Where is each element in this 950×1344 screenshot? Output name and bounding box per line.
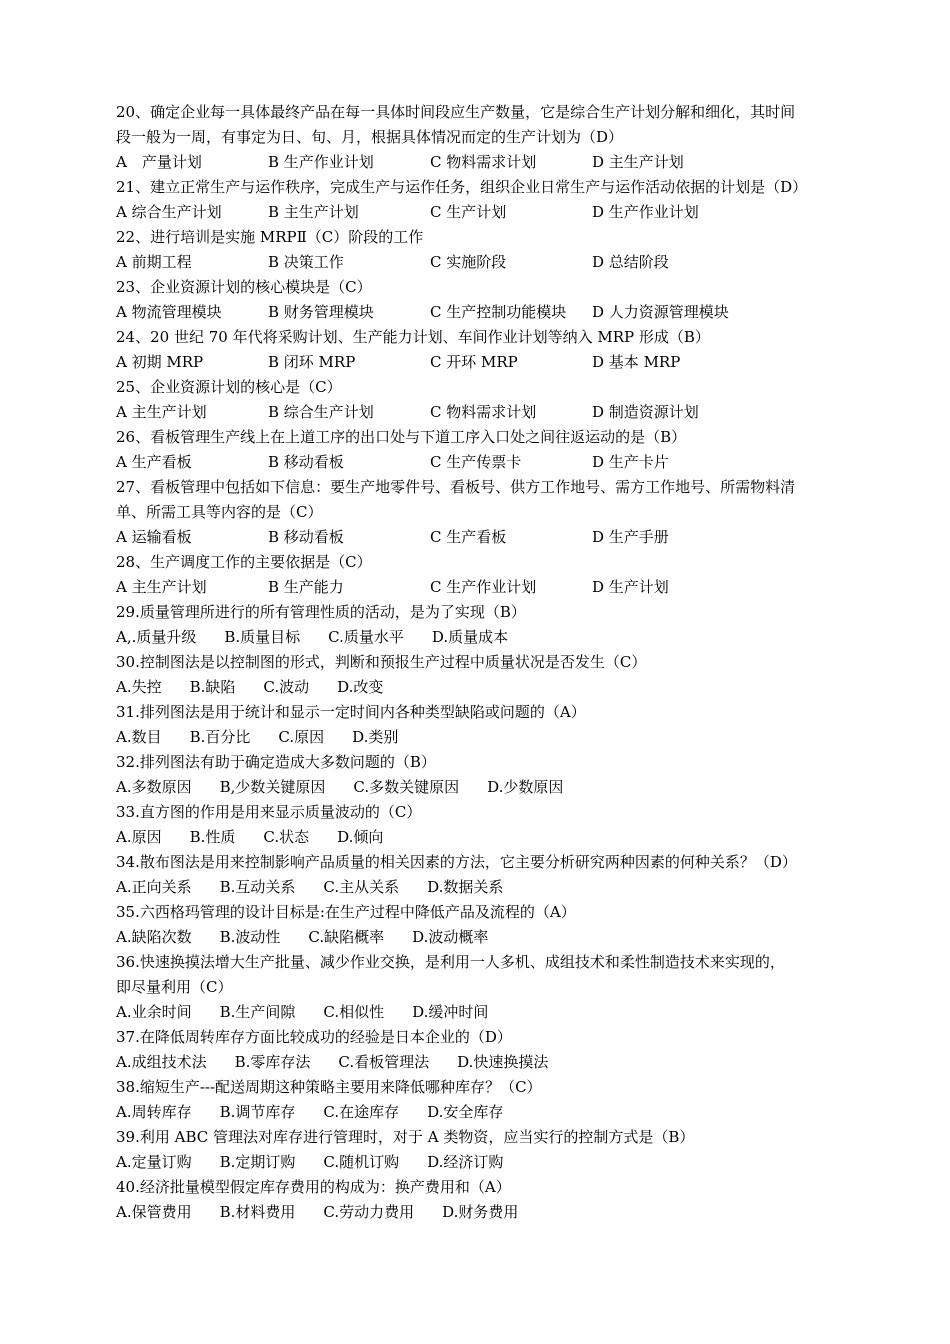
answer-option: B 决策工作 — [268, 253, 344, 271]
question-block — [116, 850, 866, 900]
answer-options — [116, 200, 866, 225]
answer-option: C 生产控制功能模块 — [430, 303, 567, 321]
answer-option: A.数目 — [116, 728, 162, 746]
answer-option: D 基本 MRP — [592, 353, 681, 371]
answer-options — [116, 1000, 866, 1025]
answer-option: B 综合生产计划 — [268, 403, 374, 421]
answer-options — [116, 300, 866, 325]
answer-options — [116, 1200, 866, 1225]
question-text: 26、看板管理生产线上在上道工序的出口处与下道工序入口处之间往返运动的是（B） — [116, 428, 687, 446]
question-block — [116, 375, 866, 425]
answer-option: A.成组技术法 — [116, 1053, 207, 1071]
answer-option: B.调节库存 — [219, 1103, 296, 1121]
answer-options — [116, 775, 866, 800]
question-block — [116, 225, 866, 275]
answer-option: B 财务管理模块 — [268, 303, 374, 321]
question-text: 20、确定企业每一具体最终产品在每一具体时间段应生产数量，它是综合生产计划分解和细化，其时间 — [116, 103, 796, 121]
answer-options — [116, 250, 866, 275]
answer-option: C 物料需求计划 — [430, 403, 537, 421]
answer-option: A,.质量升级 — [116, 628, 197, 646]
question-text: 22、进行培训是实施 MRPⅡ（C）阶段的工作 — [116, 228, 424, 246]
answer-option: A 物流管理模块 — [116, 303, 222, 321]
answer-options — [116, 925, 866, 950]
answer-options — [116, 825, 866, 850]
question-block — [116, 800, 866, 850]
answer-option: C 物料需求计划 — [430, 153, 537, 171]
answer-option: B.性质 — [189, 828, 236, 846]
answer-options — [116, 150, 866, 175]
answer-option: B.生产间隙 — [219, 1003, 296, 1021]
answer-option: B 移动看板 — [268, 453, 344, 471]
answer-option: B 主生产计划 — [268, 203, 359, 221]
answer-options — [116, 1050, 866, 1075]
answer-option: A.保管费用 — [116, 1203, 192, 1221]
answer-option: B.定期订购 — [219, 1153, 296, 1171]
answer-options — [116, 1100, 866, 1125]
question-text: 31.排列图法是用于统计和显示一定时间内各种类型缺陷或问题的（A） — [116, 703, 586, 721]
question-block — [116, 1125, 866, 1175]
answer-option: D 人力资源管理模块 — [592, 303, 729, 321]
question-text: 即尽量利用（C） — [116, 978, 233, 996]
answer-option: C 生产看板 — [430, 528, 507, 546]
question-text: 36.快速换摸法增大生产批量、减少作业交换，是利用一人多机、成组技术和柔性制造技术来实现的， — [116, 953, 785, 971]
question-block — [116, 550, 866, 600]
answer-option: D.改变 — [337, 678, 384, 696]
question-block — [116, 900, 866, 950]
answer-option: C.看板管理法 — [338, 1053, 430, 1071]
answer-option: A 主生产计划 — [116, 403, 207, 421]
question-text: 27、看板管理中包括如下信息：要生产地零件号、看板号、供方工作地号、需方工作地号、所需物料清 — [116, 478, 796, 496]
answer-option: D 生产计划 — [592, 578, 669, 596]
answer-option: D.波动概率 — [412, 928, 489, 946]
question-block — [116, 275, 866, 325]
answer-option: D.缓冲时间 — [412, 1003, 489, 1021]
answer-option: D 主生产计划 — [592, 153, 684, 171]
question-text: 24、20 世纪 70 年代将采购计划、生产能力计划、车间作业计划等纳入 MRP 形成（B） — [116, 328, 710, 346]
answer-option: A 运输看板 — [116, 528, 192, 546]
answer-option: A 产量计划 — [116, 153, 202, 171]
question-block — [116, 425, 866, 475]
question-text: 23、企业资源计划的核心模块是（C） — [116, 278, 372, 296]
answer-option: D.质量成本 — [431, 628, 509, 646]
answer-options — [116, 350, 866, 375]
question-text: 21、建立正常生产与运作秩序，完成生产与运作任务，组织企业日常生产与运作活动依据的计划是（D） — [116, 178, 808, 196]
question-text: 38.缩短生产---配送周期这种策略主要用来降低哪种库存？（C） — [116, 1078, 542, 1096]
answer-option: A.业余时间 — [116, 1003, 192, 1021]
question-block — [116, 1075, 866, 1125]
question-text: 29.质量管理所进行的所有管理性质的活动，是为了实现（B） — [116, 603, 526, 621]
answer-option: D.安全库存 — [427, 1103, 504, 1121]
answer-option: B 生产能力 — [268, 578, 344, 596]
answer-option: A 前期工程 — [116, 253, 192, 271]
question-text: 段一般为一周，有事定为日、旬、月，根据具体情况而定的生产计划为（D） — [116, 128, 624, 146]
answer-option: C 实施阶段 — [430, 253, 507, 271]
question-text: 39.利用 ABC 管理法对库存进行管理时，对于 A 类物资，应当实行的控制方式是（B） — [116, 1128, 695, 1146]
question-text: 32.排列图法有助于确定造成大多数问题的（B） — [116, 753, 436, 771]
answer-option: C.质量水平 — [328, 628, 404, 646]
question-list — [116, 100, 866, 1225]
answer-option: C.状态 — [263, 828, 310, 846]
answer-option: C.相似性 — [323, 1003, 385, 1021]
answer-option: A.周转库存 — [116, 1103, 192, 1121]
question-block — [116, 325, 866, 375]
answer-option: A.多数原因 — [116, 778, 192, 796]
answer-option: B.零库存法 — [234, 1053, 311, 1071]
question-block — [116, 750, 866, 800]
answer-option: C 生产计划 — [430, 203, 507, 221]
answer-option: A.原因 — [116, 828, 162, 846]
question-text: 37.在降低周转库存方面比较成功的经验是日本企业的（D） — [116, 1028, 512, 1046]
answer-option: D.少数原因 — [487, 778, 564, 796]
answer-option: C 生产传票卡 — [430, 453, 522, 471]
answer-option: D 生产卡片 — [592, 453, 669, 471]
question-text: 28、生产调度工作的主要依据是（C） — [116, 553, 372, 571]
question-block — [116, 1175, 866, 1225]
answer-options — [116, 675, 866, 700]
answer-option: D.财务费用 — [442, 1203, 519, 1221]
answer-option: D.数据关系 — [427, 878, 504, 896]
answer-options — [116, 875, 866, 900]
answer-option: B 移动看板 — [268, 528, 344, 546]
answer-option: B.缺陷 — [189, 678, 236, 696]
question-text: 25、企业资源计划的核心是（C） — [116, 378, 342, 396]
answer-option: D.倾向 — [337, 828, 384, 846]
answer-options — [116, 400, 866, 425]
answer-options — [116, 575, 866, 600]
question-text: 33.直方图的作用是用来显示质量波动的（C） — [116, 803, 422, 821]
answer-option: C.波动 — [263, 678, 310, 696]
answer-option: A.定量订购 — [116, 1153, 192, 1171]
answer-option: B.材料费用 — [219, 1203, 296, 1221]
answer-option: C 生产作业计划 — [430, 578, 537, 596]
answer-option: A.失控 — [116, 678, 162, 696]
question-text: 35.六西格玛管理的设计目标是:在生产过程中降低产品及流程的（A） — [116, 903, 576, 921]
question-block — [116, 700, 866, 750]
answer-option: C.主从关系 — [323, 878, 400, 896]
question-block — [116, 100, 866, 175]
answer-option: A 初期 MRP — [116, 353, 204, 371]
answer-option: A 生产看板 — [116, 453, 192, 471]
answer-option: D 生产作业计划 — [592, 203, 699, 221]
answer-option: B,少数关键原因 — [219, 778, 326, 796]
answer-option: B.质量目标 — [224, 628, 301, 646]
question-text: 单、所需工具等内容的是（C） — [116, 503, 323, 521]
answer-option: A 综合生产计划 — [116, 203, 222, 221]
answer-option: C.原因 — [278, 728, 325, 746]
question-block — [116, 1025, 866, 1075]
answer-option: A 主生产计划 — [116, 578, 207, 596]
question-text: 40.经济批量模型假定库存费用的构成为：换产费用和（A） — [116, 1178, 511, 1196]
answer-option: B 闭环 MRP — [268, 353, 356, 371]
answer-option: D.类别 — [352, 728, 399, 746]
answer-option: D.快速换摸法 — [457, 1053, 549, 1071]
answer-option: D 总结阶段 — [592, 253, 669, 271]
answer-option: B 生产作业计划 — [268, 153, 374, 171]
answer-option: A.正向关系 — [116, 878, 192, 896]
answer-options — [116, 525, 866, 550]
answer-option: A.缺陷次数 — [116, 928, 192, 946]
answer-option: C.在途库存 — [323, 1103, 400, 1121]
question-block — [116, 600, 866, 650]
question-block — [116, 475, 866, 550]
answer-option: D 制造资源计划 — [592, 403, 699, 421]
answer-option: C.随机订购 — [323, 1153, 400, 1171]
answer-option: C.缺陷概率 — [308, 928, 385, 946]
answer-option: C.劳动力费用 — [323, 1203, 415, 1221]
answer-option: C.多数关键原因 — [353, 778, 460, 796]
answer-options — [116, 1150, 866, 1175]
answer-options — [116, 450, 866, 475]
answer-option: B.百分比 — [189, 728, 251, 746]
question-block — [116, 950, 866, 1025]
answer-option: B.互动关系 — [219, 878, 296, 896]
question-text: 34.散布图法是用来控制影响产品质量的相关因素的方法，它主要分析研究两种因素的何种关系？（D） — [116, 853, 797, 871]
question-text: 30.控制图法是以控制图的形式，判断和预报生产过程中质量状况是否发生（C） — [116, 653, 647, 671]
question-block — [116, 175, 866, 225]
answer-option: D 生产手册 — [592, 528, 669, 546]
question-block — [116, 650, 866, 700]
answer-options — [116, 725, 866, 750]
answer-option: C 开环 MRP — [430, 353, 518, 371]
answer-option: B.波动性 — [219, 928, 281, 946]
answer-option: D.经济订购 — [427, 1153, 504, 1171]
answer-options — [116, 625, 866, 650]
